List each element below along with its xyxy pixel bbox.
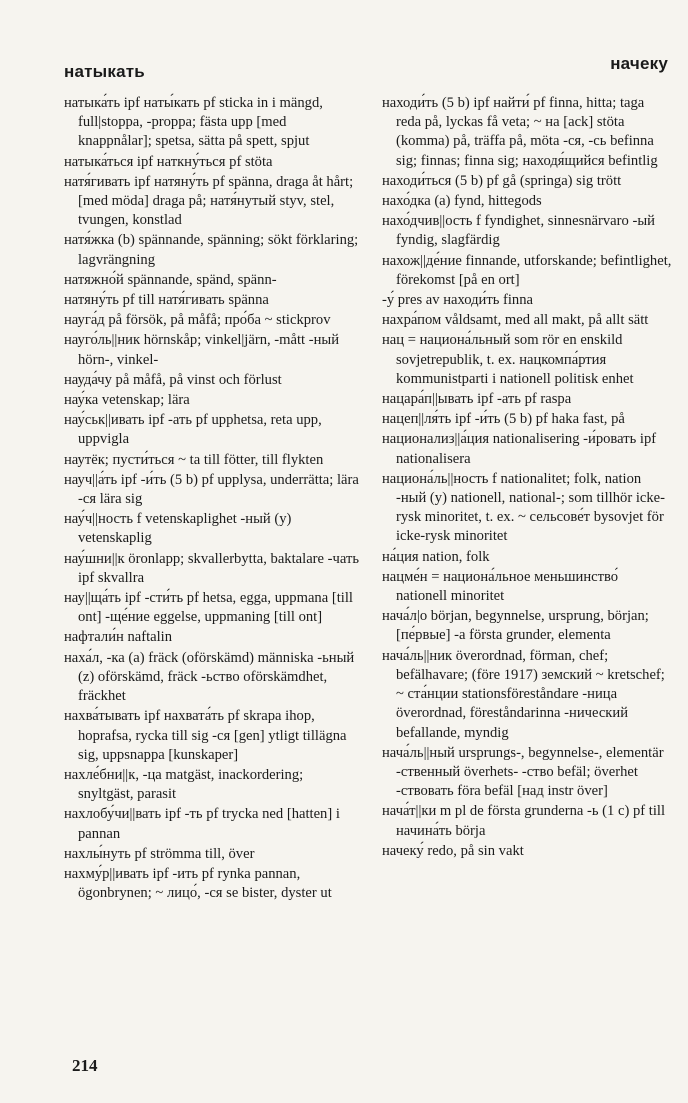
- dictionary-entry: нача́ль||ник överordnad, förman, chef; befälhavare; (före 1917) земский ~ kretschef; ~ ста́нции stationsföreståndare -ница överordnad, föreståndarinna -нический befallande, myndig: [382, 647, 665, 741]
- dictionary-entry: натяжно́й spännande, spänd, spänn-: [64, 271, 277, 288]
- header-right-word: начеку: [610, 54, 668, 73]
- dictionary-entry: находи́ть (5 b) ipf найти́ pf finna, hitta; taga reda på, lyckas få veta; ~ на [ack] stöta (komma) på, träffa på, möta -ся, -сь befinna sig; finnas; finna sig; находя́щийся befintlig: [382, 95, 658, 169]
- dictionary-entry: нау́ч||ность f vetenskaplighet -ный (y) vetenskaplig: [64, 511, 292, 547]
- dictionary-entry: натыка́ть ipf наты́кать pf sticka in i mängd, full|stoppa, -proppa; fästa upp [med knappnålar]; spetsa, sätta på spett, spjut: [64, 95, 323, 150]
- dictionary-entry: нац = национа́льный som rör en enskild sovjetrepublik, t. ex. нацкомпа́ртия kommunistparti i nationell politisk enhet: [382, 332, 634, 387]
- dictionary-entry: нацеп||ля́ть ipf -и́ть (5 b) pf haka fast, på: [382, 411, 625, 428]
- dictionary-entry: нача́т||ки m pl de första grunderna -ь (1 c) pf till начина́ть börja: [382, 803, 665, 839]
- dictionary-entry: науго́ль||ник hörnskåp; vinkel|järn, -mått -ный hörn-, vinkel-: [64, 332, 340, 368]
- dictionary-entry: нацме́н = национа́льное меньшинство́ nationell minoritet: [382, 568, 619, 605]
- dictionary-entry: нацара́п||ывать ipf -ать pf raspa: [382, 391, 572, 408]
- dictionary-entry: натя́гивать ipf натяну́ть pf spänna, draga åt hårt; [med möda] draga på; натя́нутый styv, stel, tvungen, konstlad: [64, 173, 354, 229]
- dictionary-entry: нафтали́н naftalin: [64, 629, 173, 646]
- header-left-word: натыкать: [64, 62, 145, 81]
- dictionary-entry: нау́ськ||ивать ipf -ать pf upphetsa, reta upp, uppvigla: [64, 412, 322, 448]
- dictionary-entry: нахва́тывать ipf нахвата́ть pf skrapa ihop, hoprafsa, rycka till sig -ся [gen] ytligt tillägna sig, uppsnappa [kunskaper]: [64, 708, 347, 763]
- dictionary-entry: находи́ться (5 b) pf gå (springa) sig trött: [382, 172, 622, 189]
- dictionary-entry: нахо́дчив||ость f fyndighet, sinnesnärvaro -ый fyndig, slagfärdig: [382, 213, 655, 249]
- right-column: [382, 94, 672, 862]
- dictionary-entry: нау́шни||к öronlapp; skvallerbytta, baktalare -чать ipf skvallra: [64, 550, 359, 586]
- dictionary-entry: национализ||а́ция nationalisering -и́ровать ipf nationalisera: [382, 431, 657, 467]
- dictionary-entry: нахра́пом våldsamt, med all makt, på allt sätt: [382, 312, 649, 329]
- dictionary-entry: -у́ pres av находи́ть finna: [382, 292, 533, 309]
- dictionary-entry: натяну́ть pf till натя́гивать spänna: [64, 292, 269, 309]
- dictionary-entry: науч||а́ть ipf -и́ть (5 b) pf upplysa, underrätta; lära -ся lära sig: [64, 471, 359, 508]
- dictionary-entry: нахлы́нуть pf strömma till, över: [64, 845, 255, 862]
- dictionary-entry: нахму́р||ивать ipf -ить pf rynka pannan, ögonbrynen; ~ лицо́, -ся se bister, dyster ut: [64, 865, 332, 902]
- page-number: 214: [72, 1056, 98, 1075]
- dictionary-entry: нау||ща́ть ipf -сти́ть pf hetsa, egga, uppmana [till ont] -ще́ние eggelse, uppmaning [till ont]: [64, 590, 353, 626]
- dictionary-entry: наха́л, -ка (a) fräck (oförskämd) människa -ьный (z) oförskämd, fräck -ьство oförskämdhet, fräckhet: [64, 649, 355, 705]
- dictionary-entry: начеку́ redo, på sin vakt: [382, 842, 524, 859]
- dictionary-entry: нахлобу́чи||вать ipf -ть pf trycka ned [hatten] i pannan: [64, 806, 340, 842]
- dictionary-entry: нача́ль||ный ursprungs-, begynnelse-, elementär -ственный överhets- -ство befäl; överhet -ствовать föra befäl [над instr över]: [382, 744, 664, 800]
- dictionary-entry: натя́жка (b) spännande, spänning; sökt förklaring; lagvrängning: [64, 232, 359, 268]
- dictionary-entry: нахо́дка (a) fynd, hittegods: [382, 193, 542, 210]
- dictionary-entry: нау́ка vetenskap; lära: [64, 392, 190, 409]
- left-column: [64, 94, 362, 904]
- dictionary-entry: нахож||де́ние finnande, utforskande; befintlighet, förekomst [på en ort]: [382, 252, 672, 288]
- dictionary-entry: натыка́ться ipf наткну́ться pf stöta: [64, 153, 273, 170]
- dictionary-entry: на́ция nation, folk: [382, 548, 490, 565]
- dictionary-entry: национа́ль||ность f nationalitet; folk, nation -ный (y) nationell, national-; som tillhör icke-rysk minoritet, t. ex. ~ сельсове́т bysovjet för icke-rysk minoritet: [382, 470, 665, 545]
- dictionary-entry: нача́л|о början, begynnelse, ursprung, början; [пе́рвые] -a första grunder, elementa: [382, 608, 649, 644]
- dictionary-entry: нахле́бни||к, -ца matgäst, inackordering; snyltgäst, parasit: [64, 766, 304, 803]
- dictionary-entry: науда́чу på måfå, på vinst och förlust: [64, 371, 282, 388]
- dictionary-entry: наутёк; пусти́ться ~ ta till fötter, till flykten: [64, 451, 324, 468]
- dictionary-entry: науга́д på försök, på måfå; про́ба ~ stickprov: [64, 312, 331, 329]
